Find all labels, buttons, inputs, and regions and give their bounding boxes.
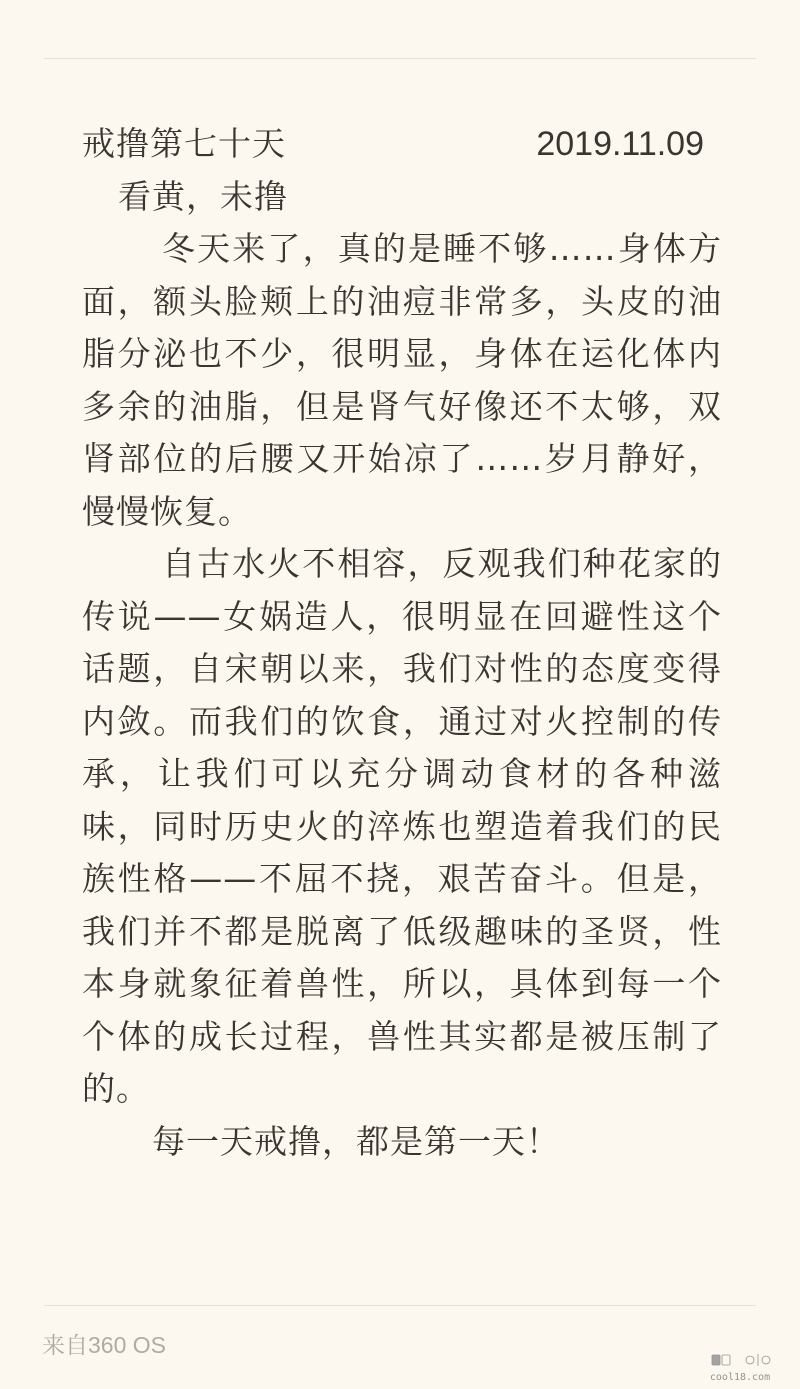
note-body [82, 118, 722, 1168]
note-date: 2019.11.09 [536, 125, 704, 163]
site-watermark [698, 1350, 782, 1384]
watermark-logo-icon [698, 1350, 782, 1372]
note-subline: 看黄，未撸 [118, 176, 288, 216]
note-closing: 每一天戒撸，都是第一天！ [152, 1121, 560, 1161]
note-title: 戒撸第七十天 [82, 124, 286, 163]
paragraph: 冬天来了，真的是睡不够……身体方面，额头脸颊上的油痘非常多，头皮的油脂分泌也不少，很明显，身体在运化体内多余的油脂，但是肾气好像还不太够，双肾部位的后腰又开始凉了……岁月静好，慢慢恢复。 [82, 229, 722, 531]
note-header [82, 118, 722, 171]
source-label: 来自360 OS [42, 1332, 166, 1358]
bottom-divider [44, 1305, 756, 1306]
top-divider [44, 58, 756, 59]
paragraph: 自古水火不相容，反观我们种花家的传说——女娲造人，很明显在回避性这个话题，自宋朝以来，我们对性的态度变得内敛。而我们的饮食，通过对火控制的传承，让我们可以充分调动食材的各种滋味，同时历史火的淬炼也塑造着我们的民族性格——不屈不挠，艰苦奋斗。但是，我们并不都是脱离了低级趣味的圣贤，性本身就象征着兽性，所以，具体到每一个个体的成长过程，兽性其实都是被压制了的。 [82, 544, 722, 1108]
watermark-text: cool18.com [709, 1372, 771, 1383]
